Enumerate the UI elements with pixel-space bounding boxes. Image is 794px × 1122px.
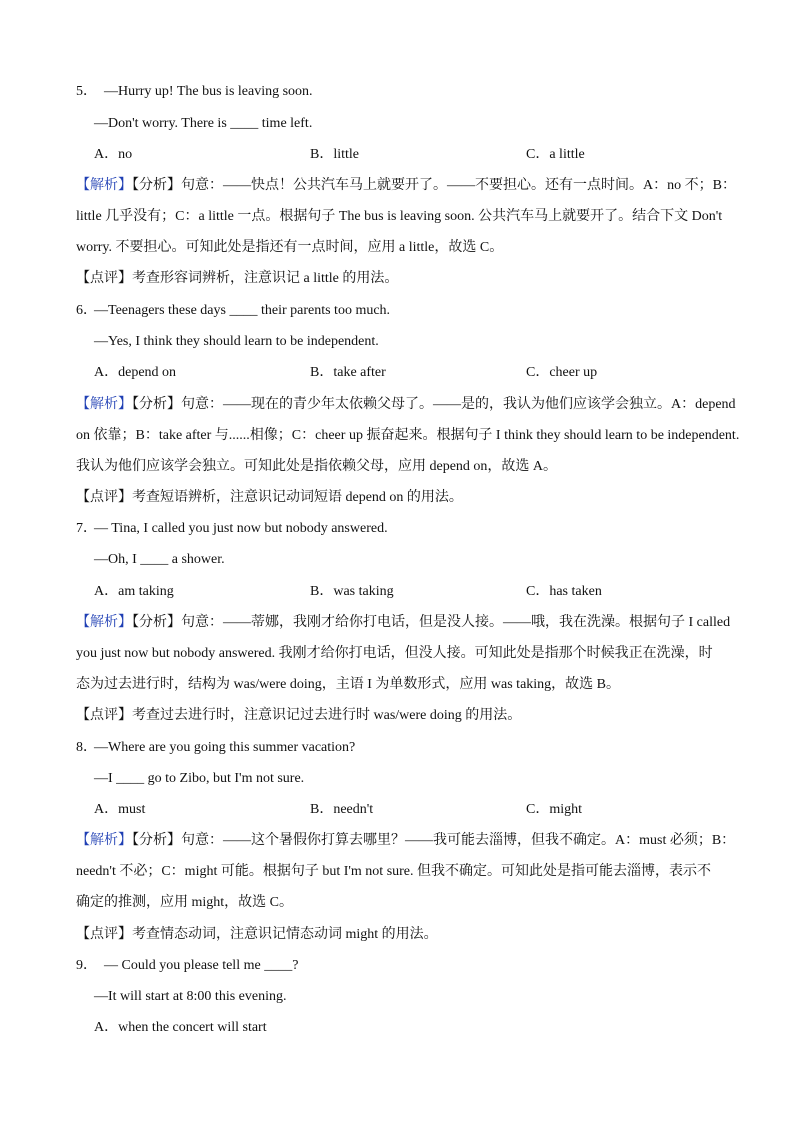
question-prompt: —Hurry up! The bus is leaving soon.: [104, 84, 313, 99]
analysis-text: 【分析】句意：——现在的青少年太依赖父母了。——是的，我认为他们应该学会独立。A：depend: [132, 397, 736, 412]
analysis-text: 【分析】句意：——蒂娜，我刚才给你打电话，但是没人接。——哦，我在洗澡。根据句子 I called: [132, 615, 731, 630]
option-a: A．when the concert will start: [94, 1020, 267, 1035]
question-prompt: — Tina, I called you just now but nobody answered.: [94, 521, 388, 536]
option-a: A．no: [94, 147, 133, 162]
option-c: C．cheer up: [526, 365, 598, 380]
option-c: C．has taken: [526, 584, 602, 599]
analysis-text: 【分析】句意：——快点！公共汽车马上就要开了。——不要担心。还有一点时间。A：no 不；B：: [132, 178, 736, 193]
analysis-tag: 【解析】: [76, 178, 132, 193]
option-a: A．must: [94, 802, 146, 817]
question-reply: —Yes, I think they should learn to be independent.: [94, 334, 379, 349]
option-a: A．depend on: [94, 365, 177, 380]
option-c: C．a little: [526, 147, 585, 162]
analysis-tag: 【解析】: [76, 397, 132, 412]
comment-line: 【点评】考查过去进行时，注意识记过去进行时 was/were doing 的用法。: [76, 708, 522, 723]
option-b: B．take after: [310, 365, 386, 380]
option-b: B．little: [310, 147, 359, 162]
analysis-line: [76, 831, 735, 851]
option-b: B．was taking: [310, 584, 394, 599]
option-b: B．needn't: [310, 802, 374, 817]
option-c: C．might: [526, 802, 583, 817]
analysis-line: 确定的推测，应用 might，故选 C。: [76, 895, 294, 910]
analysis-line: on 依靠；B：take after 与......相像；C：cheer up 振奋起来。根据句子 I think they should learn to be independent.: [76, 428, 740, 443]
analysis-line: needn't 不必；C：might 可能。根据句子 but I'm not sure. 但我不确定。可知此处是指可能去淄博，表示不: [76, 864, 712, 879]
analysis-tag: 【解析】: [76, 615, 132, 630]
question-reply: —Don't worry. There is ____ time left.: [94, 116, 313, 131]
question-number: 7．: [76, 521, 97, 536]
analysis-line: you just now but nobody answered. 我刚才给你打电话，但没人接。可知此处是指那个时候我正在洗澡，时: [76, 646, 713, 661]
analysis-line: little 几乎没有；C：a little 一点。根据句子 The bus is leaving soon. 公共汽车马上就要开了。结合下文 Don't: [76, 209, 723, 224]
analysis-line: 态为过去进行时，结构为 was/were doing，主语 I 为单数形式，应用 was taking，故选 B。: [76, 677, 621, 692]
comment-line: 【点评】考查情态动词，注意识记情态动词 might 的用法。: [76, 927, 438, 942]
comment-line: 【点评】考查短语辨析，注意识记动词短语 depend on 的用法。: [76, 490, 463, 505]
analysis-line: [76, 395, 736, 415]
analysis-line: [76, 176, 736, 196]
question-prompt: —Teenagers these days ____ their parents too much.: [94, 303, 391, 318]
question-reply: —Oh, I ____ a shower.: [94, 552, 225, 567]
question-prompt: — Could you please tell me ____?: [104, 958, 299, 973]
analysis-text: 【分析】句意：——这个暑假你打算去哪里？——我可能去淄博，但我不确定。A：must 必须；B：: [132, 833, 736, 848]
analysis-line: worry. 不要担心。可知此处是指还有一点时间，应用 a little，故选 C。: [76, 240, 504, 255]
comment-line: 【点评】考查形容词辨析，注意识记 a little 的用法。: [76, 271, 399, 286]
analysis-tag: 【解析】: [76, 833, 132, 848]
question-prompt: —Where are you going this summer vacation?: [94, 740, 356, 755]
question-number: 6．: [76, 303, 97, 318]
question-number: 5．: [76, 84, 97, 99]
question-number: 9．: [76, 958, 97, 973]
analysis-line: [76, 613, 730, 633]
analysis-line: 我认为他们应该学会独立。可知此处是指依赖父母，应用 depend on，故选 A。: [76, 459, 558, 474]
question-reply: —It will start at 8:00 this evening.: [94, 989, 287, 1004]
option-a: A．am taking: [94, 584, 174, 599]
question-number: 8．: [76, 740, 97, 755]
question-reply: —I ____ go to Zibo, but I'm not sure.: [94, 771, 305, 786]
